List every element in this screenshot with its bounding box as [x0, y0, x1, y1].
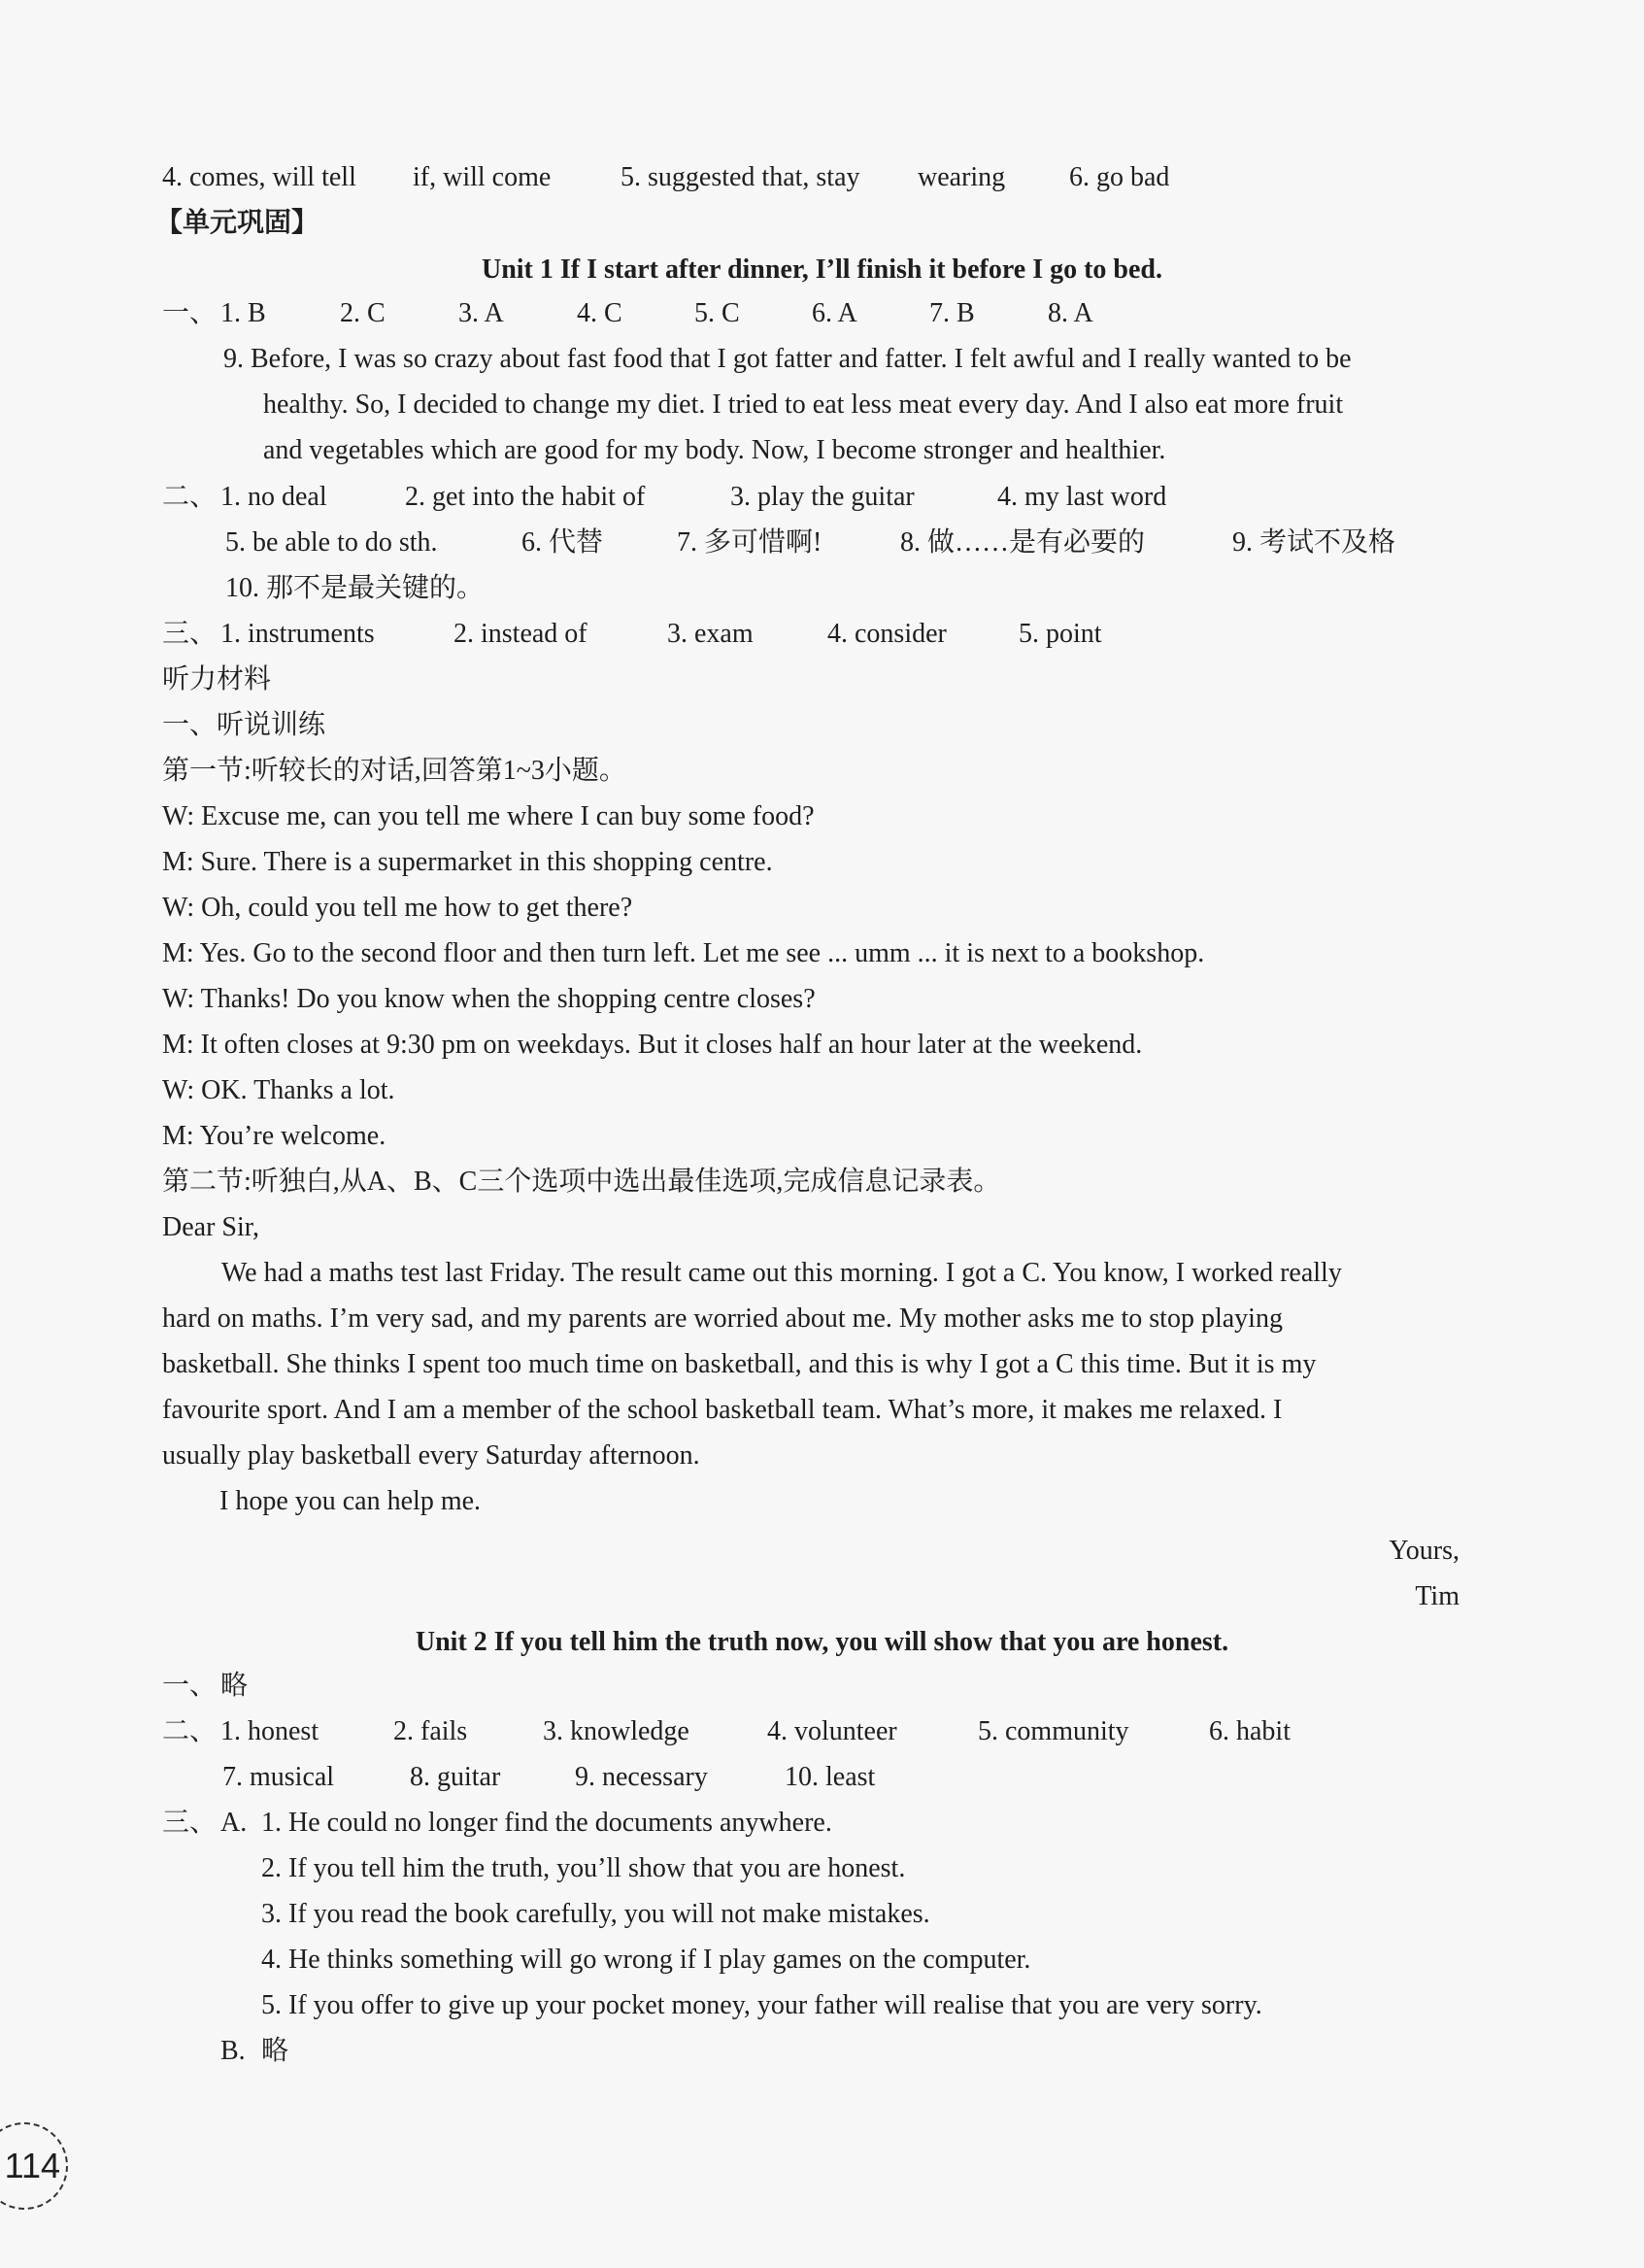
- answer: 1. honest: [220, 1716, 319, 1746]
- q9-line-1: 9. Before, I was so crazy about fast food that I got fatter and fatter. I felt awful and I really wanted to be: [223, 344, 1352, 374]
- answer: 6. A: [812, 298, 857, 328]
- letter-line: favourite sport. And I am a member of the school basketball team. What’s more, it makes me relaxed. I: [162, 1395, 1283, 1425]
- q9-line-3: and vegetables which are good for my body. Now, I become stronger and healthier.: [263, 435, 1166, 465]
- listening-sub1: 一、听说训练: [162, 710, 326, 740]
- sentence: 3. If you read the book carefully, you will not make mistakes.: [261, 1899, 930, 1929]
- letter-line: hard on maths. I’m very sad, and my parents are worried about me. My mother asks me to stop playing: [162, 1303, 1283, 1334]
- answer: 4. my last word: [997, 482, 1167, 512]
- unit1-title: Unit 1 If I start after dinner, I’ll finish it before I go to bed.: [481, 254, 1163, 285]
- sub-label: A.: [220, 1808, 248, 1838]
- answer: 7. musical: [222, 1762, 335, 1792]
- answer: 3. knowledge: [543, 1716, 689, 1746]
- answer: 1. instruments: [220, 619, 375, 649]
- unit2-title: Unit 2 If you tell him the truth now, you will show that you are honest.: [415, 1627, 1229, 1657]
- answer: 8. A: [1048, 298, 1093, 328]
- part-label: 三、: [162, 619, 218, 649]
- part-label: 二、: [162, 1716, 218, 1746]
- dialogue-line: W: Oh, could you tell me how to get there?: [162, 893, 633, 923]
- answer: 2. get into the habit of: [405, 482, 646, 512]
- letter-hope: I hope you can help me.: [219, 1486, 482, 1516]
- sentence: 1. He could no longer find the documents anywhere.: [261, 1808, 832, 1838]
- answer-4b: if, will come: [413, 162, 552, 192]
- dialogue-line: M: It often closes at 9:30 pm on weekdays. But it closes half an hour later at the weekend.: [162, 1030, 1143, 1060]
- answer-5b: wearing: [918, 162, 1006, 192]
- page-number: 114: [4, 2146, 60, 2185]
- listening-heading: 听力材料: [162, 664, 272, 694]
- letter-line: usually play basketball every Saturday afternoon.: [162, 1440, 700, 1471]
- answer: 8. guitar: [410, 1762, 501, 1792]
- answer: 5. C: [694, 298, 740, 328]
- letter-line: We had a maths test last Friday. The result came out this morning. I got a C. You know, I worked really: [221, 1258, 1342, 1288]
- dialogue-line: M: You’re welcome.: [162, 1121, 386, 1151]
- answer-6: 6. go bad: [1069, 162, 1170, 192]
- part-label: 一、: [162, 1671, 218, 1701]
- answer-4: 4. comes, will tell: [162, 162, 356, 192]
- answer: 4. C: [577, 298, 622, 328]
- answer: 9. 考试不及格: [1232, 527, 1396, 558]
- answer: 5. community: [978, 1716, 1129, 1746]
- answer: 9. necessary: [575, 1762, 708, 1792]
- part-label: 一、: [162, 298, 218, 328]
- answer: 1. no deal: [220, 482, 327, 512]
- sentence: 4. He thinks something will go wrong if I play games on the computer.: [261, 1945, 1031, 1975]
- answer: 5. point: [1019, 619, 1102, 649]
- letter-closing: Yours,: [1389, 1536, 1459, 1566]
- answer: 略: [261, 2036, 289, 2066]
- answer: 2. fails: [393, 1716, 468, 1746]
- section-header: 【单元巩固】: [155, 208, 319, 238]
- answer: 6. 代替: [521, 527, 604, 558]
- answer: 8. 做……是有必要的: [900, 527, 1146, 558]
- answer-5: 5. suggested that, stay: [621, 162, 860, 192]
- answer: 7. B: [929, 298, 975, 328]
- letter-greeting: Dear Sir,: [162, 1212, 259, 1242]
- sub-label: B.: [220, 2036, 246, 2066]
- dialogue-line: M: Sure. There is a supermarket in this shopping centre.: [162, 847, 773, 877]
- dialogue-line: W: Excuse me, can you tell me where I can buy some food?: [162, 801, 815, 831]
- sentence: 2. If you tell him the truth, you’ll show that you are honest.: [261, 1853, 906, 1883]
- answer: 4. consider: [827, 619, 947, 649]
- sentence: 5. If you offer to give up your pocket money, your father will realise that you are very sorry.: [261, 1990, 1262, 2020]
- answer: 略: [220, 1671, 249, 1701]
- answer: 2. instead of: [453, 619, 587, 649]
- answer: 3. play the guitar: [730, 482, 915, 512]
- answer: 3. exam: [667, 619, 754, 649]
- letter-line: basketball. She thinks I spent too much time on basketball, and this is why I got a C this time. But it is my: [162, 1349, 1317, 1379]
- answer: 6. habit: [1209, 1716, 1291, 1746]
- answer: 5. be able to do sth.: [225, 527, 438, 558]
- listening-sec2: 第二节:听独白,从A、B、C三个选项中选出最佳选项,完成信息记录表。: [162, 1167, 1001, 1197]
- q9-line-2: healthy. So, I decided to change my diet. I tried to eat less meat every day. And I also eat more fruit: [263, 389, 1344, 420]
- listening-sec1: 第一节:听较长的对话,回答第1~3小题。: [162, 756, 626, 786]
- answer: 3. A: [458, 298, 504, 328]
- answer: 1. B: [220, 298, 266, 328]
- dialogue-line: W: Thanks! Do you know when the shopping centre closes?: [162, 984, 816, 1014]
- unit1-part2-row3: 10. 那不是最关键的。: [225, 573, 485, 603]
- part-label: 三、: [162, 1808, 218, 1838]
- page-number-badge: [0, 2122, 68, 2210]
- dialogue-line: W: OK. Thanks a lot.: [162, 1075, 395, 1105]
- part-label: 二、: [162, 482, 218, 512]
- answer: 4. volunteer: [767, 1716, 897, 1746]
- answer: 7. 多可惜啊!: [677, 527, 822, 558]
- dialogue-line: M: Yes. Go to the second floor and then turn left. Let me see ... umm ... it is next to a bookshop.: [162, 938, 1205, 968]
- answer: 2. C: [340, 298, 386, 328]
- answer: 10. least: [785, 1762, 876, 1792]
- letter-signature: Tim: [1415, 1581, 1459, 1611]
